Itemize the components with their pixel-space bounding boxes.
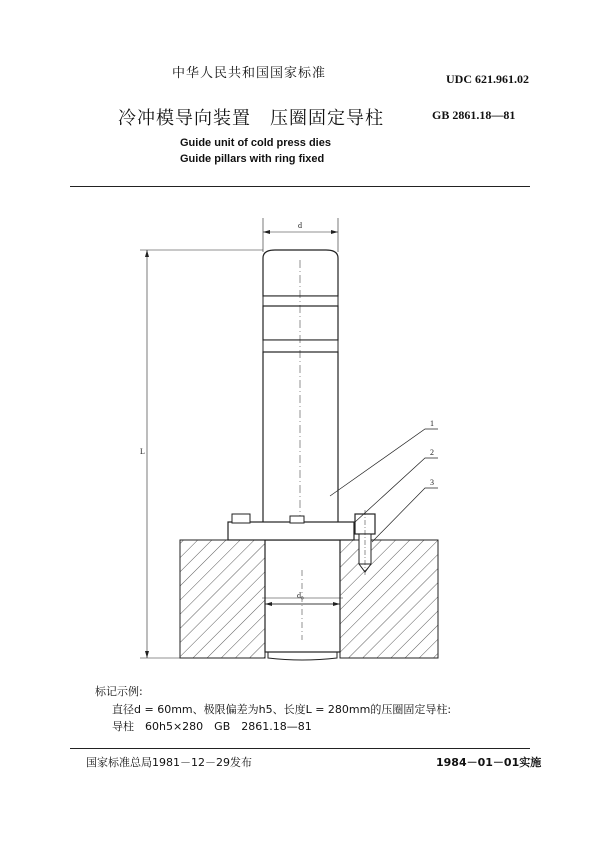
technical-drawing — [0, 200, 600, 670]
guide-pillar-body — [263, 250, 338, 524]
marking-example-line1: 直径d = 60mm、极限偏差为h5、长度L = 280mm的压圈固定导柱: — [112, 703, 452, 716]
footer-divider — [70, 748, 530, 749]
callout-1: 1 — [430, 419, 434, 428]
udc-code: UDC 621.961.02 — [446, 72, 529, 86]
issue-date: 国家标准总局1981－12－29发布 — [86, 756, 252, 769]
standard-type-title: 中华人民共和国国家标准 — [172, 66, 327, 81]
dimension-d0-label: d₀ — [297, 591, 304, 600]
document-title-chinese: 冷冲模导向装置 压圈固定导柱 — [118, 108, 384, 129]
header-divider — [70, 186, 530, 187]
marking-example-heading: 标记示例: — [95, 685, 143, 698]
dimension-d-label: d — [298, 221, 302, 230]
document-title-english-line2: Guide pillars with ring fixed — [180, 153, 325, 165]
marking-example-line2: 导柱 60h5×280 GB 2861.18—81 — [112, 720, 312, 733]
standard-number: GB 2861.18—81 — [432, 108, 516, 122]
callout-3: 3 — [430, 478, 434, 487]
document-title-english-line1: Guide unit of cold press dies — [180, 137, 331, 149]
pillar-lower-section — [262, 540, 343, 660]
effective-date: 1984－01－01实施 — [436, 756, 542, 769]
dimension-L-label: L — [140, 447, 145, 456]
callout-2: 2 — [430, 448, 434, 457]
